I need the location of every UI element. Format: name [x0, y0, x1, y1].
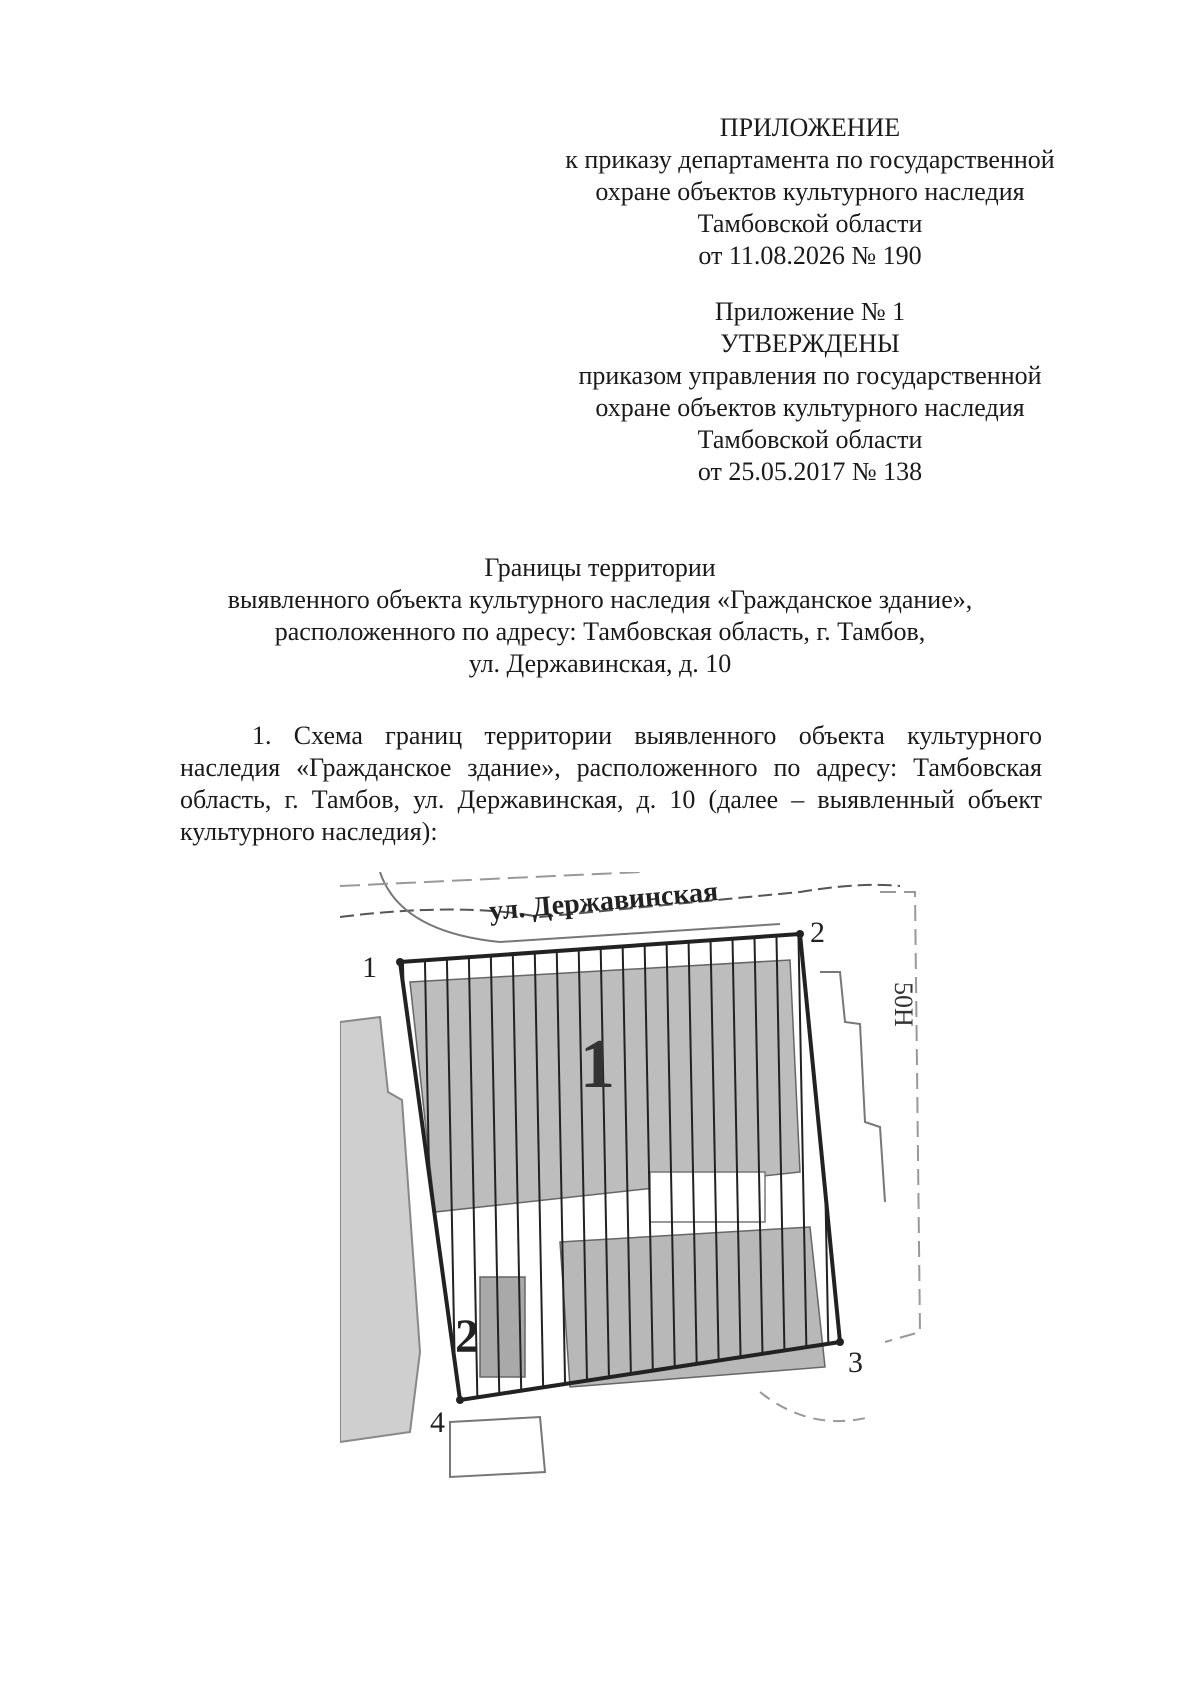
- approval-line: приказом управления по государственной: [578, 361, 1042, 390]
- approval-header: [520, 296, 1100, 488]
- street-outline: [340, 872, 640, 886]
- title-line: ул. Державинская, д. 10: [468, 649, 732, 678]
- approval-line: Тамбовской области: [697, 425, 923, 454]
- neighbor-building: [450, 1417, 545, 1477]
- boundary-point-4: [456, 1396, 464, 1404]
- building-label-1: 1: [580, 1026, 615, 1103]
- point-label-1: 1: [362, 951, 377, 984]
- building-2-annex: [480, 1277, 525, 1377]
- approval-line: охране объектов культурного наследия: [595, 393, 1025, 422]
- boundary-point-3: [836, 1338, 844, 1346]
- appendix-line: охране объектов культурного наследия: [595, 177, 1025, 206]
- point-label-3: 3: [848, 1346, 863, 1379]
- point-label-4: 4: [430, 1406, 445, 1439]
- approval-word: УТВЕРЖДЕНЫ: [720, 329, 900, 358]
- side-label: 50Н: [889, 982, 918, 1027]
- neighbor-parcel: [880, 892, 920, 1342]
- boundary-map: [340, 872, 960, 1552]
- boundary-point-1: [396, 958, 404, 966]
- boundary-point-2: [796, 930, 804, 938]
- building-1-annex: [650, 1172, 765, 1222]
- appendix-title: ПРИЛОЖЕНИЕ: [719, 113, 901, 142]
- document-title: [160, 552, 1040, 680]
- building-label-2: 2: [455, 1310, 479, 1363]
- street-label: ул. Державинская: [487, 876, 720, 927]
- neighbor-parcel: [760, 1392, 870, 1421]
- neighbor-building: [340, 1017, 420, 1442]
- title-line: Границы территории: [484, 553, 716, 582]
- appendix-header: [520, 112, 1100, 272]
- point-label-2: 2: [810, 916, 825, 949]
- appendix-line: Тамбовской области: [697, 209, 923, 238]
- appendix-date: от 11.08.2026 № 190: [698, 241, 922, 270]
- appendix-line: к приказу департамента по государственной: [565, 145, 1055, 174]
- approval-number: Приложение № 1: [714, 297, 906, 326]
- title-line: расположенного по адресу: Тамбовская область, г. Тамбов,: [274, 617, 926, 646]
- approval-date: от 25.05.2017 № 138: [697, 457, 923, 486]
- neighbor-parcel: [820, 972, 885, 1202]
- title-line: выявленного объекта культурного наследия «Гражданское здание»,: [227, 585, 973, 614]
- paragraph-1: 1. Схема границ территории выявленного объекта культурного наследия «Гражданское здание», расположенного по адресу: Тамбовская область, г. Тамбов, ул. Державинская, д. 10 (далее – выявленный объект культурного наследия):: [180, 721, 1042, 846]
